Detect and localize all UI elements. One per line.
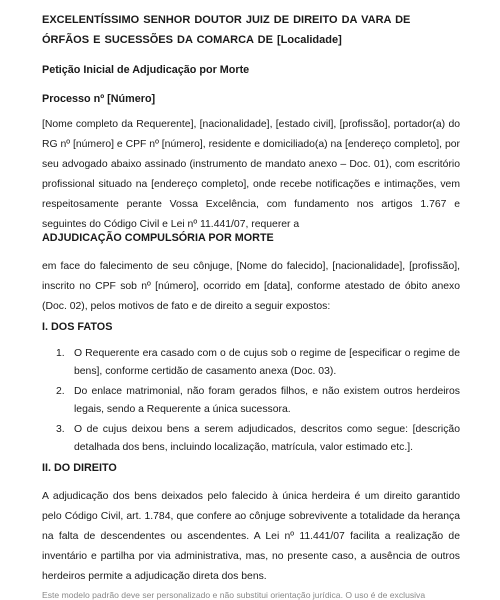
section-law-title: II. DO DIREITO xyxy=(42,462,117,474)
disclaimer-note: Este modelo padrão deve ser personalizado e não substitui orientação jurídica. O uso é de exclusiva xyxy=(42,589,426,600)
fact-text: O de cujus deixou bens a serem adjudicados, descritos como segue: [descrição detalhada dos bens, incluindo localização, matrícula, valor estimado etc.]. xyxy=(74,424,460,453)
action-paragraph: em face do falecimento de seu cônjuge, [Nome do falecido], [nacionalidade], [profissão], inscrito no CPF sob nº [número], ocorrido em [data], conforme atestado de óbito anexo (Doc. 02), pelos motivos de fato e de direito a seguir expostos: xyxy=(42,261,460,313)
fact-item xyxy=(42,345,460,380)
fact-text: O Requerente era casado com o de cujus sob o regime de [especificar o regime de bens], conforme certidão de casamento anexa (Doc. 03). xyxy=(74,348,460,377)
fact-item xyxy=(42,421,460,456)
section-facts-title: I. DOS FATOS xyxy=(42,321,113,333)
petition-title: Petição Inicial de Adjudicação por Morte xyxy=(42,64,250,76)
fact-number: 2. xyxy=(56,386,65,397)
action-title: ADJUDICAÇÃO COMPULSÓRIA POR MORTE xyxy=(42,232,274,244)
process-number: Processo nº [Número] xyxy=(42,93,156,105)
law-paragraph: A adjudicação dos bens deixados pelo falecido à única herdeira é um direito garantido pelo Código Civil, art. 1.784, que confere ao cônjuge sobrevivente a totalidade da herança na falta de descendentes ou ascendentes. A Lei nº 11.441/07 facilita a realização de inventário e partilha por via administrativa, mas, no presente caso, a ausência de outros herdeiros permite a adjudicação direta dos bens. xyxy=(42,491,460,583)
facts-list xyxy=(42,345,460,459)
fact-text: Do enlace matrimonial, não foram gerados filhos, e não existem outros herdeiros legais, sendo a Requerente a única sucessora. xyxy=(74,386,460,415)
fact-item xyxy=(42,383,460,418)
fact-number: 1. xyxy=(56,348,65,359)
court-address-heading: EXCELENTÍSSIMO SENHOR DOUTOR JUIZ DE DIREITO DA VARA DE ÓRFÃOS E SUCESSÕES DA COMARCA DE [Localidade] xyxy=(42,14,411,46)
intro-paragraph: [Nome completo da Requerente], [nacionalidade], [estado civil], [profissão], portador(a) do RG nº [número] e CPF nº [número], residente e domiciliado(a) na [endereço completo], por seu advogado abaixo assinado (instrumento de mandato anexo – Doc. 01), com escritório profissional situado na [endereço completo], onde recebe notificações e intimações, vem respeitosamente perante Vossa Excelência, com fundamento nos artigos 1.767 e seguintes do Código Civil e Lei nº 11.441/07, requerer a xyxy=(42,119,460,231)
fact-number: 3. xyxy=(56,424,65,435)
